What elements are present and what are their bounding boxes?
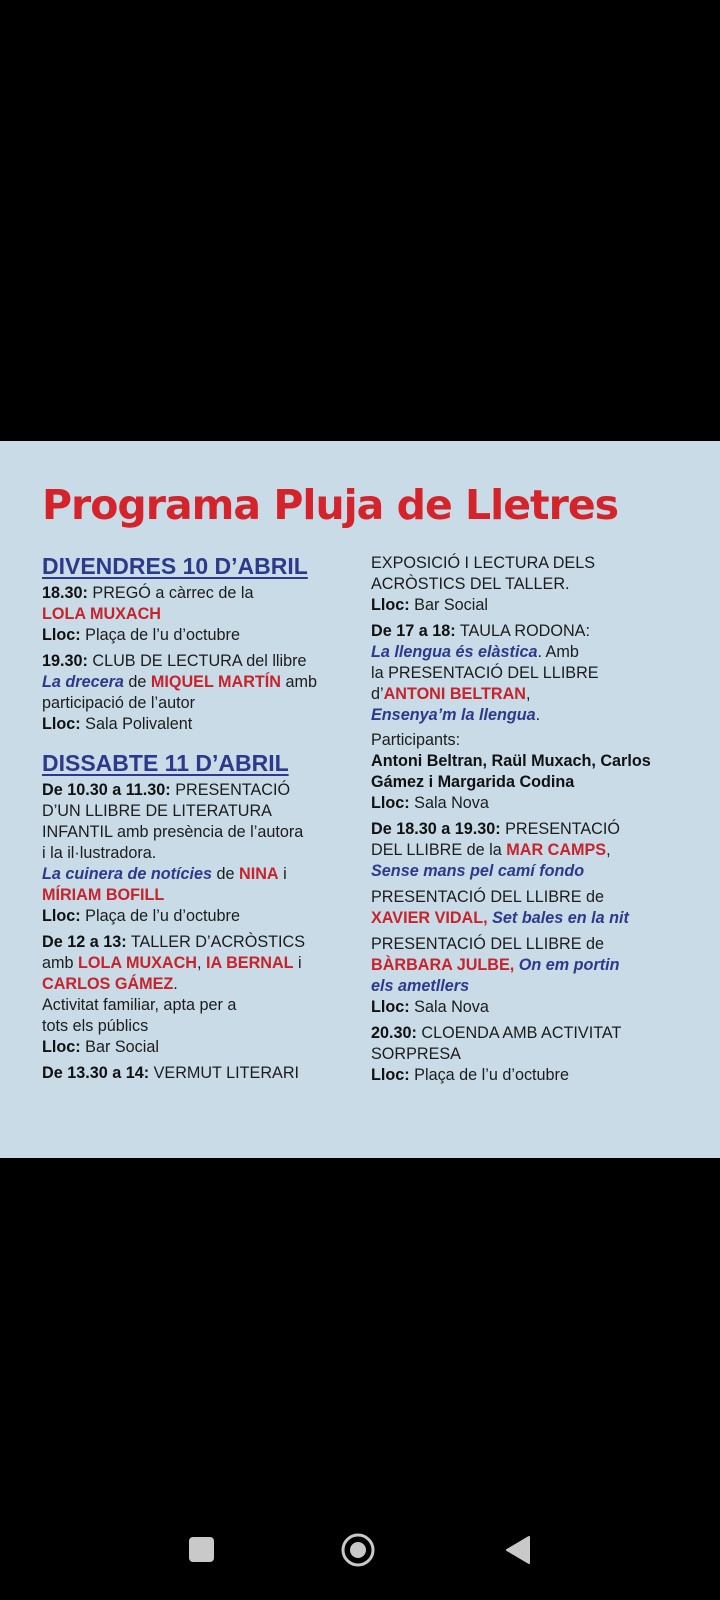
saturday-heading: DISSABTE 11 D’ABRIL: [42, 750, 289, 776]
event-friday-2: 19.30: CLUB DE LECTURA del llibre La drecera de MIQUEL MARTÍN amb participació de l’autor Lloc: Sala Polivalent: [42, 652, 317, 733]
home-icon: [340, 1532, 376, 1568]
program-poster: [0, 441, 720, 1158]
system-nav-bar: [0, 1500, 720, 1600]
recents-icon: [189, 1537, 214, 1562]
event-saturday-2: De 12 a 13: TALLER D’ACRÒSTICS amb LOLA MUXACH, IA BERNAL i CARLOS GÁMEZ. Activitat familiar, apta per a tots els públics Lloc: Bar Social: [42, 933, 306, 1056]
home-button[interactable]: [340, 1532, 376, 1568]
back-icon: [502, 1534, 534, 1566]
event-saturday-1: De 10.30 a 11.30: PRESENTACIÓ D’UN LLIBRE DE LITERATURA INFANTIL amb presència de l’autora i la il·lustradora. La cuinera de notícies de NINA i MÍRIAM BOFILL Lloc: Plaça de l’u d’octubre: [42, 781, 304, 925]
event-right-4: PRESENTACIÓ DEL LLIBRE de XAVIER VIDAL, Set bales en la nit: [371, 888, 629, 927]
back-button[interactable]: [502, 1534, 534, 1566]
event-right-5: PRESENTACIÓ DEL LLIBRE de BÀRBARA JULBE, On em portin els ametllers Lloc: Sala Nova: [371, 935, 620, 1016]
left-column: [42, 553, 352, 1089]
event-right-3: De 18.30 a 19.30: PRESENTACIÓ DEL LLIBRE de la MAR CAMPS, Sense mans pel camí fondo: [371, 820, 620, 880]
recents-button[interactable]: [186, 1534, 218, 1566]
event-right-2: De 17 a 18: TAULA RODONA: La llengua és elàstica. Amb la PRESENTACIÓ DEL LLIBRE d’ANTONI BELTRAN, Ensenya’m la llengua. Participants: Antoni Beltran, Raül Muxach, Carlos Gámez i Margarida Codina Lloc: Sala Nova: [371, 622, 651, 812]
poster-title: Programa Pluja de Lletres: [42, 481, 619, 529]
right-column: [371, 553, 701, 1091]
event-friday-1: 18.30: PREGÓ a càrrec de la LOLA MUXACH Lloc: Plaça de l’u d’octubre: [42, 584, 254, 644]
friday-heading: DIVENDRES 10 D’ABRIL: [42, 553, 308, 579]
event-right-1: EXPOSICIÓ I LECTURA DELS ACRÒSTICS DEL TALLER. Lloc: Bar Social: [371, 554, 595, 614]
event-saturday-3: De 13.30 a 14: VERMUT LITERARI: [42, 1064, 300, 1082]
event-right-6: 20.30: CLOENDA AMB ACTIVITAT SORPRESA Lloc: Plaça de l’u d’octubre: [371, 1024, 622, 1084]
